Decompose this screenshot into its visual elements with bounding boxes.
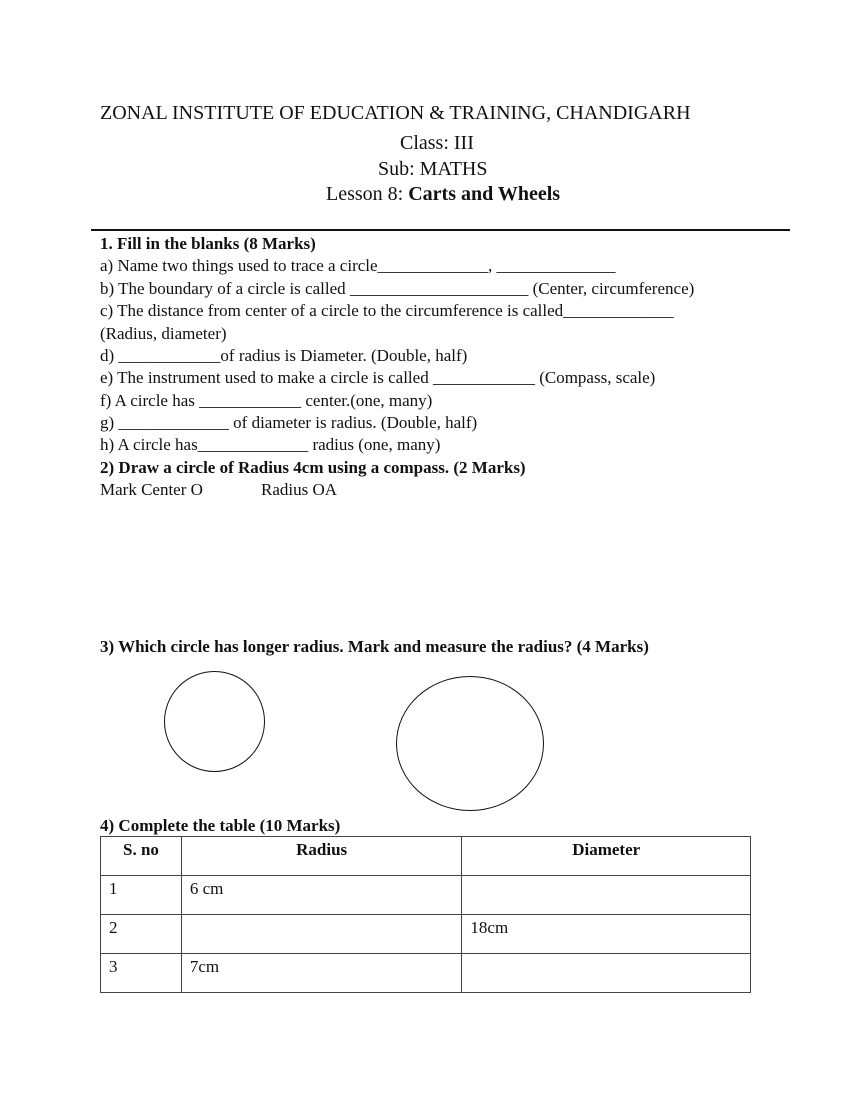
table-cell-radius[interactable] [181,915,462,954]
table-cell-radius[interactable]: 7cm [181,954,462,993]
class-label: Class: III [400,132,474,154]
table-cell-radius[interactable]: 6 cm [181,876,462,915]
lesson-title: Carts and Wheels [408,183,561,205]
q4-heading: 4) Complete the table (10 Marks) [100,816,341,835]
institute-title: ZONAL INSTITUTE OF EDUCATION & TRAINING, CHANDIGARH [100,102,691,124]
table-row [101,915,751,954]
q1-line-d: d) ____________of radius is Diameter. (Double, half) [100,346,468,365]
lesson-prefix: Lesson 8: [326,183,409,205]
table-row [101,954,751,993]
table-cell-diameter[interactable]: 18cm [462,915,751,954]
q1-line-a: a) Name two things used to trace a circle_____________, ______________ [100,256,616,275]
q3-heading: 3) Which circle has longer radius. Mark and measure the radius? (4 Marks) [100,637,649,656]
table-header-row [101,837,751,876]
q2-mark-center: Mark Center O [100,480,203,499]
q1-line-e: e) The instrument used to make a circle is called ____________ (Compass, scale) [100,368,656,387]
q1-line-f: f) A circle has ____________ center.(one, many) [100,391,433,410]
table-cell-sno: 2 [101,915,182,954]
lesson-heading [326,183,560,206]
subject-label: Sub: MATHS [378,158,488,180]
q2-heading: 2) Draw a circle of Radius 4cm using a compass. (2 Marks) [100,458,526,477]
column-header-diameter: Diameter [462,837,751,876]
q1-line-c: c) The distance from center of a circle to the circumference is called_____________ [100,301,674,320]
radius-diameter-table [100,836,751,993]
table-cell-sno: 1 [101,876,182,915]
table-cell-sno: 3 [101,954,182,993]
q1-line-b: b) The boundary of a circle is called _____________________ (Center, circumference) [100,279,695,298]
large-circle [396,676,544,811]
q1-heading: 1. Fill in the blanks (8 Marks) [100,234,316,253]
small-circle [164,671,265,772]
header-divider [91,229,790,231]
table-cell-diameter[interactable] [462,876,751,915]
q1-line-g: g) _____________ of diameter is radius. (Double, half) [100,413,478,432]
q1-line-h: h) A circle has_____________ radius (one, many) [100,435,441,454]
q1-line-c-options: (Radius, diameter) [100,324,227,343]
column-header-sno: S. no [101,837,182,876]
q2-radius-label: Radius OA [261,480,338,499]
table-cell-diameter[interactable] [462,954,751,993]
table-row [101,876,751,915]
column-header-radius: Radius [181,837,462,876]
